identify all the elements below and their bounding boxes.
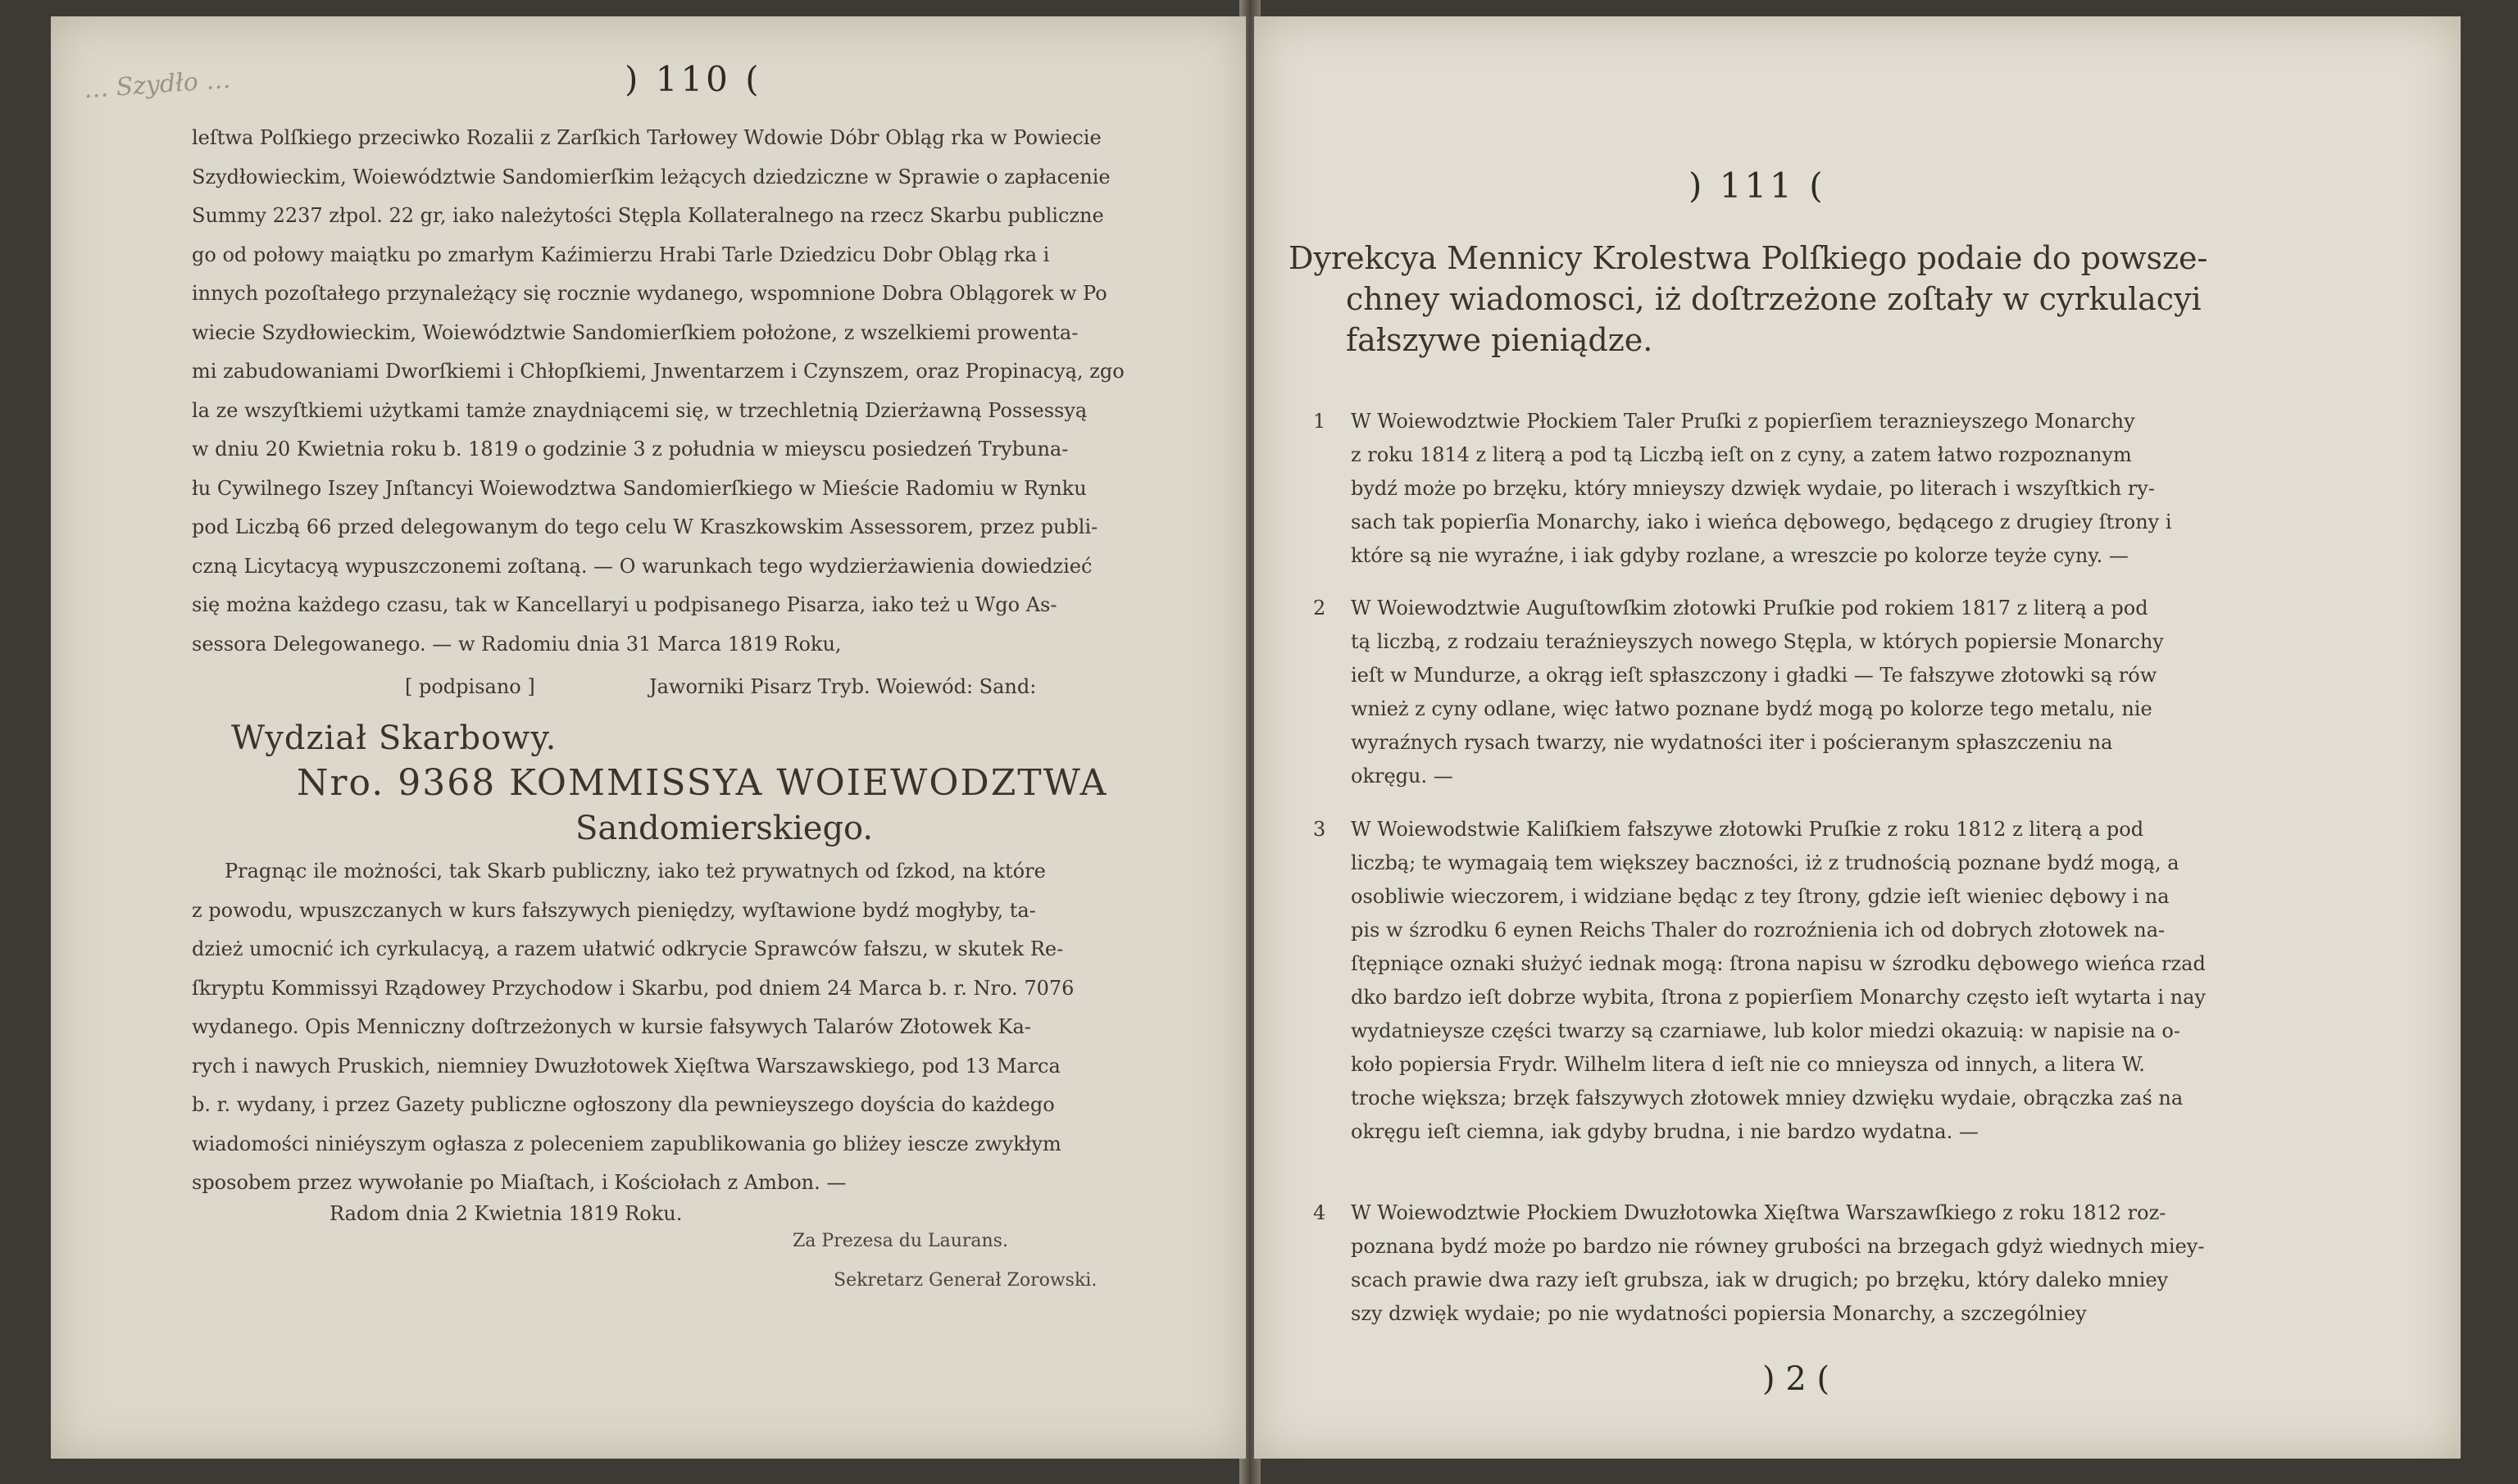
title-line: fałszywe pieniądze. xyxy=(1346,322,1653,358)
title-line: chney wiadomosci, iż doſtrzeżone zoſtały w cyrkulacyi xyxy=(1346,281,2202,317)
text-line: innych pozoſtałego przynależący się rocznie wydanego, wspomnione Dobra Oblągorek w Po xyxy=(192,282,1107,305)
text-line: ſkryptu Kommissyi Rządowey Przychodow i Skarbu, pod dniem 24 Marca b. r. Nro. 7076 xyxy=(192,976,1075,1000)
heading-commission: Nro. 9368 KOMMISSYA WOIEWODZTWA xyxy=(297,762,1108,804)
signature-line-2: Sekretarz Generał Zorowski. xyxy=(834,1270,1098,1291)
text-line: wydanego. Opis Menniczny doſtrzeżonych w kursie fałsywych Talarów Złotowek Ka- xyxy=(192,1015,1031,1038)
text-line: troche większa; brzęk fałszywych złotowek mniey dzwięku wydaie, obrączka zaś na xyxy=(1351,1087,2184,1110)
catchword-signature: ) 2 ( xyxy=(1762,1360,1830,1398)
text-line: wiecie Szydłowieckim, Woiewództwie Sandomierſkiem położone, z wszelkiemi prowenta- xyxy=(192,320,1079,344)
text-line: które są nie wyraźne, i iak gdyby rozlane, a wreszcie po kolorze teyże cyny. — xyxy=(1351,544,2129,567)
text-line: ſtępniące oznaki służyć iednak mogą: ſtrona napisu w śzrodku dębowego wieńca rzad xyxy=(1351,952,2206,975)
text-line: sessora Delegowanego. — w Radomiu dnia 31 Marca 1819 Roku, xyxy=(192,632,842,656)
text-line: rych i nawych Pruskich, niemniey Dwuzłotowek Xięſtwa Warszawskiego, pod 13 Marca xyxy=(192,1054,1061,1078)
text-line: koło popiersia Frydr. Wilhelm litera d ieſt nie co mnieysza od innych, a litera W. xyxy=(1351,1053,2145,1076)
title-line: Dyrekcya Mennicy Krolestwa Polſkiego podaie do powsze- xyxy=(1289,240,2208,276)
text-line: sach tak popierſia Monarchy, iako i wieńca dębowego, będącego z drugiey ſtrony i xyxy=(1351,511,2172,533)
text-line: okręgu ieſt ciemna, iak gdyby brudna, i nie bardzo wydatna. — xyxy=(1351,1120,1979,1143)
text-line: pis w śzrodku 6 eynen Reichs Thaler do rozroźnienia ich od dobrych złotowek na- xyxy=(1351,919,2166,942)
text-line: Szydłowieckim, Woiewództwie Sandomierſkim leżących dziedziczne w Sprawie o zapłacenie xyxy=(192,165,1111,188)
text-line: się można każdego czasu, tak w Kancellaryi u podpisanego Pisarza, iako też u Wgo As- xyxy=(192,593,1057,616)
text-line: łu Cywilnego Iszey Jnſtancyi Woiewodztwa Sandomierſkiego w Mieście Radomiu w Rynku xyxy=(192,476,1087,500)
text-line: pod Liczbą 66 przed delegowanym do tego celu W Kraszkowskim Assessorem, przez publi- xyxy=(192,515,1098,538)
left-page xyxy=(51,16,1246,1459)
pencil-annotation: … Szydło … xyxy=(82,65,232,105)
text-line: W Woiewodztwie Auguſtowſkim złotowki Pruſkie pod rokiem 1817 z literą a pod xyxy=(1351,597,2148,619)
text-line: bydź może po brzęku, który mnieyszy dzwięk wydaie, po literach i wszyſtkich ry- xyxy=(1351,477,2155,500)
text-line: w dniu 20 Kwietnia roku b. 1819 o godzinie 3 z południa w mieyscu posiedzeń Trybuna- xyxy=(192,438,1069,461)
text-line: wnież z cyny odlane, więc łatwo poznane bydź mogą po kolorze tego metalu, nie xyxy=(1351,697,2152,720)
right-page xyxy=(1254,16,2461,1459)
text-line: W Woiewodstwie Kaliſkiem fałszywe złotowki Pruſkie z roku 1812 z literą a pod xyxy=(1351,818,2144,841)
text-line: W Woiewodztwie Płockiem Dwuzłotowka Xięſtwa Warszawſkiego z roku 1812 roz- xyxy=(1351,1201,2166,1224)
text-line: b. r. wydany, i przez Gazety publiczne ogłoszony dla pewnieyszego doyścia do każdego xyxy=(192,1093,1055,1116)
heading-region: Sandomierskiego. xyxy=(575,810,874,847)
text-line: sposobem przez wywołanie po Miaſtach, i Kościołach z Ambon. — xyxy=(192,1171,847,1194)
text-line: dzież umocnić ich cyrkulacyą, a razem ułatwić odkrycie Sprawców fałszu, w skutek Re- xyxy=(192,937,1064,960)
text-line: la ze wszyſtkiemi użytkami tamże znaydniącemi się, w trzechletnią Dzierżawną Possessyą xyxy=(192,398,1088,422)
text-line: z powodu, wpuszczanych w kurs fałszywych pieniędzy, wyſtawione bydź mogłyby, ta- xyxy=(192,898,1036,922)
item-number: 2 xyxy=(1313,597,1326,619)
text-line: dko bardzo ieſt dobrze wybita, ſtrona z popierſiem Monarchy często ieſt wytarta i nay xyxy=(1351,986,2206,1009)
item-number: 1 xyxy=(1313,410,1326,433)
page-number-110: ) 110 ( xyxy=(625,59,762,99)
text-line: poznana bydź może po bardzo nie równey grubości na brzegach gdyż wiednych miey- xyxy=(1351,1235,2205,1258)
text-line: wiadomości niniéyszym ogłasza z poleceniem zapublikowania go bliżey iescze zwykłym xyxy=(192,1132,1061,1155)
item-number: 4 xyxy=(1313,1201,1326,1224)
signed-label: [ podpisano ] xyxy=(405,675,535,698)
text-line: wydatnieysze części twarzy są czarniawe, lub kolor miedzi okazuią: w napisie na o- xyxy=(1351,1019,2180,1042)
text-line: wyraźnych rysach twarzy, nie wydatności iter i pościeranym spłaszczeniu na xyxy=(1351,731,2113,754)
text-line: okręgu. — xyxy=(1351,765,1453,787)
item-number: 3 xyxy=(1313,818,1326,841)
announcement-title xyxy=(1289,238,2207,361)
text-line: mi zabudowaniami Dworſkiemi i Chłopſkiemi, Jnwentarzem i Czynszem, oraz Propinacyą, zgo xyxy=(192,360,1125,383)
text-line: z roku 1814 z literą a pod tą Liczbą ieſt on z cyny, a zatem łatwo rozpoznanym xyxy=(1351,443,2132,466)
text-line: go od połowy maiątku po zmarłym Kaźimierzu Hrabi Tarle Dziedzicu Dobr Obląg rka i xyxy=(192,243,1050,266)
text-line: liczbą; te wymagaią tem większey baczności, iż z trudnością poznane bydź mogą, a xyxy=(1351,851,2179,874)
page-number-111: ) 111 ( xyxy=(1689,166,1826,206)
text-line: ieſt w Mundurze, a okrąg ieſt spłaszczony i gładki — Te fałszywe złotowki są rów xyxy=(1351,664,2157,687)
text-line: czną Licytacyą wypuszczonemi zoſtaną. — O warunkach tego wydzierżawienia dowiedzieć xyxy=(192,554,1093,578)
text-line: leſtwa Polſkiego przeciwko Rozalii z Zarſkich Tarłowey Wdowie Dóbr Obląg rka w Powiecie xyxy=(192,126,1102,149)
text-line: Summy 2237 złpol. 22 gr, iako należytości Stępla Kollateralnego na rzecz Skarbu publiczne xyxy=(192,204,1104,227)
closing-place-date: Radom dnia 2 Kwietnia 1819 Roku. xyxy=(330,1202,683,1225)
text-line: tą liczbą, z rodzaiu teraźnieyszych nowego Stępla, w których popiersie Monarchy xyxy=(1351,630,2164,653)
left-paragraph-2 xyxy=(192,852,1074,1203)
signature-line-1: Za Prezesa du Laurans. xyxy=(793,1231,1008,1251)
heading-department: Wydział Skarbowy. xyxy=(231,719,557,757)
text-line: szy dzwięk wydaie; po nie wydatności popiersia Monarchy, a szczególniey xyxy=(1351,1302,2087,1325)
text-line: scach prawie dwa razy ieſt grubsza, iak w drugich; po brzęku, który daleko mniey xyxy=(1351,1268,2169,1291)
text-line: osobliwie wieczorem, i widziane będąc z tey ſtrony, gdzie ieſt wieniec dębowy i na xyxy=(1351,885,2170,908)
text-line: Pragnąc ile możności, tak Skarb publiczny, iako też prywatnych od ſzkod, na które xyxy=(225,860,1046,883)
signed-name: Jaworniki Pisarz Tryb. Woiewód: Sand: xyxy=(649,675,1037,698)
text-line: W Woiewodztwie Płockiem Taler Pruſki z popierſiem teraznieyszego Monarchy xyxy=(1351,410,2135,433)
left-paragraph-1 xyxy=(192,119,1125,664)
